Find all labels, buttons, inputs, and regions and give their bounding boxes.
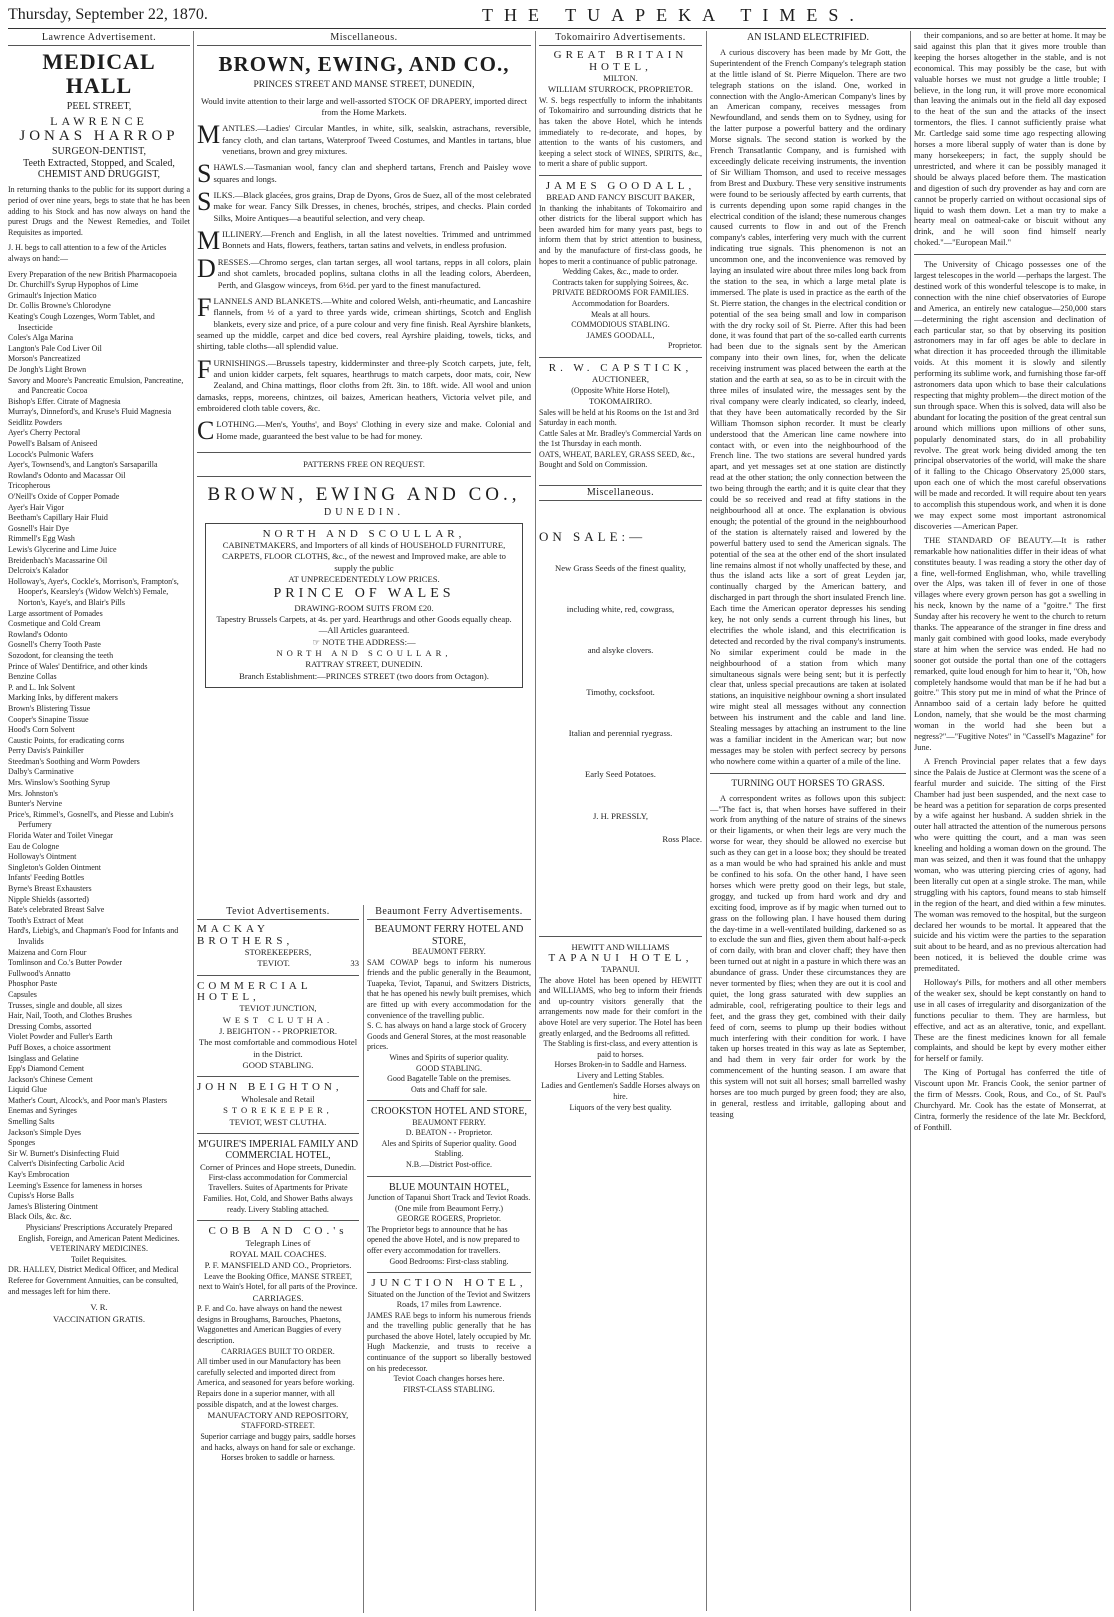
ad-line: Ross Place. [662, 834, 702, 845]
ad-body: J. H. begs to call attention to a few of the Articles always on hand:— [8, 243, 167, 263]
ad-line: Ladies and Gentlemen's Saddle Horses always on hire. [541, 1081, 700, 1102]
drop-cap: C [197, 416, 215, 446]
ad-line: Corner of Princes and Hope streets, Dunedin. [199, 1161, 357, 1172]
ad-heading: TAPANUI HOTEL, [548, 951, 693, 964]
drop-cap: M [197, 226, 221, 256]
ad-line: (Opposite White Horse Hotel), [571, 385, 670, 395]
ad-line: D. BEATON - - Proprietor. [405, 1128, 493, 1138]
drapery-item [197, 416, 531, 446]
article-list-item: Beetham's Capillary Hair Fluid [8, 513, 108, 523]
article-paragraph: The King of Portugal has conferred the title of Viscount upon Mr. Francis Cook, the senior partner of the firm of Messrs. Cook, Rous, and Co., of St. Paul's Churchyard. Mr. Cook has the estate of Monserrat, at Cintra, formerly the residence of the late Mr. Beckford, of Fonthill. [914, 1068, 1106, 1132]
ad-line: Good Bedrooms: First-class stabling. [389, 1256, 509, 1266]
drapery-item [197, 292, 531, 353]
drapery-item [197, 159, 531, 189]
ad-body: SAM COWAP begs to inform his numerous friends and the public generally in the Beaumont, Tuapeka, Teviot, Tapanui, and Switzers Districts, that he has opened his newly built premises, which are fitted up with every accommodation for the convenience of the travelling public. [367, 957, 531, 1020]
column-1 [8, 31, 190, 1613]
drop-cap: S [197, 159, 212, 189]
article-list-item: Hood's Corn Solvent [8, 725, 75, 735]
article-list-item: Phosphor Paste [8, 979, 58, 989]
article-list-item: Puff Boxes, a choice assortment [8, 1042, 111, 1052]
box-text: DRAWING-ROOM SUITS FROM £20. [294, 602, 434, 613]
ad-line: STOREKEEPER, [223, 1105, 333, 1116]
ad-heading: BLUE MOUNTAIN HOTEL, [388, 1181, 509, 1193]
ad-line: COMMODIOUS STABLING. [571, 320, 670, 330]
ad-name: JONAS HARROP [19, 128, 179, 145]
ad-body: S. C. has always on hand a large stock of Grocery Goods and General Stores, at the most reasonable prices. [367, 1021, 527, 1052]
ad-line: N.B.—District Post-office. [405, 1160, 493, 1170]
drapery-text: ILKS.—Black glacées, gros grains, Drap de Dyons, Gros de Suez, all of the most celebrated make for wear. Fancy Silk Dresses, in chenes, brochés, stripes, and checks. Plain corded Silks, Moire Antiques—a beautiful selection, and very cheap. [213, 190, 531, 223]
teviot-column [197, 905, 359, 1613]
section-heading: Teviot Advertisements. [197, 905, 359, 920]
article-list-item: Trusses, single and double, all sizes [8, 1000, 123, 1010]
ad-line: Livery and Letting Stables. [576, 1070, 665, 1080]
ad-line: (One mile from Beaumont Ferry.) [394, 1203, 504, 1213]
article-list-item: Ayer's, Townsend's, and Langton's Sarsaparilla [8, 460, 158, 470]
article-list-item: Hair, Nail, Tooth, and Clothes Brushes [8, 1011, 132, 1021]
ad-line: Proprietor. [668, 341, 702, 351]
article-list-item: Brown's Blistering Tissue [8, 703, 91, 713]
article-list-item: Bunter's Nervine [8, 799, 63, 809]
ad-line: Ales and Spirits of Superior quality. Good Stabling. [381, 1138, 517, 1159]
ad-line: TEVIOT JUNCTION, [239, 1003, 317, 1014]
ad-line: STAFFORD-STREET. [241, 1421, 315, 1431]
masthead: THE TUAPEKA TIMES. [482, 5, 865, 25]
article-list-item: Mrs. Johnston's [8, 788, 58, 798]
article-list-item: Langton's Pale Cod Liver Oil [8, 343, 102, 353]
article-list-item: Epp's Diamond Cement [8, 1064, 85, 1074]
ad-line: P. F. and Co. have always on hand the newest designs in Broughams, Barouches, Phaetons, Waggonettes and American Buggies of every description. [197, 1304, 343, 1345]
ad-heading: M'GUIRE'S IMPERIAL FAMILY AND COMMERCIAL HOTEL, [197, 1138, 359, 1162]
article-list-item: Locock's Pulmonic Wafers [8, 449, 94, 459]
drapery-text: LOTHING.—Men's, Youths', and Boys' Clothing in every size and make. Colonial and Home made, guaranteed the best value to be had for money. [216, 419, 531, 441]
drapery-item [197, 226, 531, 256]
article-list-item: Eau de Cologne [8, 841, 60, 851]
article-list-item: Keating's Cough Lozenges, Worm Tablet, and Insecticide [8, 311, 155, 332]
article-list-item: Enemas and Syringes [8, 1106, 77, 1116]
drapery-item [197, 120, 531, 157]
ad-line: including white, red, cowgrass, [566, 604, 675, 615]
drop-cap: M [197, 120, 221, 150]
article-title: TURNING OUT HORSES TO GRASS. [731, 778, 885, 789]
ad-line: Repairs done in a superior manner, with all possible dispatch, and at the lowest charges. [197, 1388, 339, 1409]
ad-line: MANUFACTORY AND REPOSITORY, [207, 1410, 349, 1421]
ad-number: 33 [350, 958, 359, 969]
drapery-item [197, 354, 531, 415]
ad-line: GOOD STABLING. [242, 1060, 314, 1071]
ad-line: VACCINATION GRATIS. [53, 1313, 145, 1324]
ad-line: Horses Broken-in to Saddle and Harness. [554, 1060, 687, 1070]
ad-address: PRINCES STREET AND MANSE STREET, DUNEDIN, [253, 80, 475, 91]
ad-heading: COMMERCIAL HOTEL, [197, 979, 312, 1004]
article-list-item: Dressing Combs, assorted [8, 1021, 92, 1031]
ad-role: SURGEON-DENTIST, [52, 146, 146, 158]
box-text: ☞ NOTE THE ADDRESS:— [312, 636, 416, 647]
drapery-text: LANNELS AND BLANKETS.—White and colored Welsh, anti-rheumatic, and Lancashire flannels, from ½ of a yard to three yards wide, crimean shirtings, Scotch and English blankets, every size and price, of a pure colour and very fine finish. Real Ayrshire blankets, seamed up the middle, carpet and dice bed covers, real Ayrshire plaiding, towels, ticks, and shirting, table cloths—all splendid value. [197, 295, 531, 352]
drapery-text: URNISHINGS.—Brussels tapestry, kidderminster and three-ply Scotch carpets, jute, felt, and union kidder carpets, felt squares, hearthrugs to match carpets, door mats, coir, New Zealand, and China mattings, floor cloths from 2ft. 3in. to 18ft. wide. All wool and union damasks, repps, moreens, chintzes, oil baizes, American heathers, Victoria velvet pile, and embroidered cloth table covers, &c. [197, 357, 531, 413]
column-rule [706, 31, 707, 1611]
article-list-item: P. and L. Ink Solvent [8, 682, 76, 692]
article-list-item: Nipple Shields (assorted) [8, 894, 89, 904]
ad-line: TEVIOT. [257, 958, 290, 969]
ad-heading: GREAT BRITAIN HOTEL, [553, 49, 688, 73]
article-list-item: Leeming's Essence for lameness in horses [8, 1180, 143, 1190]
ad-line: FIRST-CLASS STABLING. [403, 1384, 495, 1394]
ad-line: Wedding Cakes, &c., made to order. [562, 267, 679, 277]
article-list-item: Marking Inks, by different makers [8, 693, 118, 703]
article-list-item: Jackson's Simple Dyes [8, 1127, 81, 1137]
ad-line: Timothy, cocksfoot. [586, 686, 655, 697]
column-rule [535, 31, 536, 1611]
article-list-item: Cupiss's Horse Balls [8, 1191, 74, 1201]
ad-line: CARRIAGES BUILT TO ORDER. [221, 1346, 335, 1356]
section-heading: Miscellaneous. [197, 31, 531, 46]
ad-line: First-class accommodation for Commercial Travellers. Suites of Apartments for Private Families. Hot, Cold, and Shower Baths always ready. Livery Stabling attached. [203, 1172, 353, 1214]
article-list-item: Cooper's Sinapine Tissue [8, 714, 89, 724]
article-list-item: Morson's Pancreatized [8, 354, 81, 364]
ad-line [197, 958, 359, 969]
article-list-item: Breidenbach's Macassarine Oil [8, 555, 108, 565]
ad-line: Teviot Coach changes horses here. [393, 1374, 505, 1384]
article-paragraph: The University of Chicago possesses one of the largest telescopes in the world —perhaps the largest. The destined work of this wonderful telescope is to make, in connection with the nine chief observatories of Europe and America, an entirely new catalogue—250,000 stars—determining the right ascension and declination of each particular star, so that by observing its position astronomers may in far off ages be able to declare in what direction it has proceeded through the illimitable voids. At this moment it is slowly and silently performing its sublime work, and furnishing those far-off astronomers data upon which to base their calculations respecting that mighty problem—the direct motion of the sun through space. When this is solved, data will also be abundant for locating the position of the great central sun around which millions upon millions of other suns, popularly denominated stars, do in all probability revolve. The great work being divided among the ten principal observatories of the world, will make the share of it falling to the Chicago Observatory 25,000 stars, upon each one of which the most careful observations will be made and recorded. It will require about ten years to accomplish this stupendous work, and when it is done we may expect some most important astronomical discoveries —American Paper. [914, 260, 1106, 531]
article-list-item: Powell's Balsam of Aniseed [8, 439, 98, 449]
article-list-item: Ayer's Cherry Pectoral [8, 428, 81, 438]
ad-heading: BEAUMONT FERRY HOTEL AND STORE, [374, 924, 524, 947]
ad-line: TOKOMAIRIRO. [588, 396, 653, 407]
ad-title: BROWN, EWING AND CO., [207, 484, 521, 506]
drop-cap: F [197, 354, 212, 384]
ad-heading: MACKAY BROTHERS, [197, 923, 294, 947]
article-list-item: Lewis's Glycerine and Lime Juice [8, 545, 117, 554]
article-list-item: Florida Water and Toilet Vinegar [8, 831, 113, 841]
ad-body: In thanking the inhabitants of Tokomairiro and other districts for the liberal support which has been awarded him for many years past, begs to inform them that by strict attention to business, and by the manufacture of first-class goods, he hopes to merit a continuance of public patronage. [539, 203, 702, 266]
ad-line: GOOD STABLING. [415, 1063, 483, 1073]
article-title: AN ISLAND ELECTRIFIED. [747, 32, 869, 43]
article-list-item: Sponges [8, 1138, 36, 1148]
article-list-item: De Jongh's Light Brown [8, 364, 87, 374]
drapery-item [197, 187, 531, 224]
page-header [8, 2, 1106, 29]
article-list-item: Holloway's Ointment [8, 852, 77, 862]
article-list-item: Tooth's Extract of Meat [8, 915, 84, 925]
ad-line: Teeth Extracted, Stopped, and Scaled, [23, 157, 175, 169]
furniture-ad-box [205, 523, 523, 688]
ad-line: and alsyke clovers. [587, 645, 654, 656]
article-list-item: Rowland's Odonto and Macassar Oil [8, 470, 126, 480]
ad-line: Situated on the Junction of the Teviot and Switzers Roads, 17 miles from Lawrence. [367, 1289, 531, 1310]
ad-line: Horses broken to saddle or harness. [221, 1453, 335, 1463]
article-list-item: Grimault's Injection Matico [8, 290, 97, 300]
box-text: Branch Establishment:—PRINCES STREET (two doors from Octagon). [239, 670, 489, 681]
article-list-item: Byrne's Breast Exhausters [8, 884, 92, 893]
article-list-item: Delcroix's Kalador [8, 566, 69, 576]
article-list-item: Hard's, Liebig's, and Chapman's Food for Infants and Invalids [8, 926, 179, 946]
drapery-list [197, 120, 531, 447]
article-list-item: Sozodont, for cleansing the teeth [8, 650, 114, 660]
article-list-item: Tomlinson and Co.'s Butter Powder [8, 958, 122, 968]
drop-cap: D [197, 253, 216, 283]
ad-body: W. S. begs respectfully to inform the inhabitants of Tokomairiro and surrounding districts that he has taken the above Hotel, which he intends immediately to re-decorate, and hopes, by attention to the wants of his customers, and keeping a select stock of WINES, SPIRITS, &c., to merit a share of public support. [539, 95, 702, 169]
ad-heading: HEWITT AND WILLIAMS [571, 941, 670, 952]
box-text: RATTRAY STREET, DUNEDIN. [305, 659, 423, 670]
box-text: CABINETMAKERS, and Importers of all kinds of HOUSEHOLD FURNITURE, CARPETS, FLOOR CLOTHS, &c., of the newest and Improved make, are able to supply the public [222, 540, 506, 573]
ad-heading: CROOKSTON HOTEL AND STORE, [371, 1106, 527, 1118]
column-2 [197, 31, 531, 1613]
article-list-item: Perry Davis's Painkiller [8, 746, 84, 756]
ad-line: Superior carriage and buggy pairs, saddle horses and hacks, always on hand for sale or exchange. [200, 1432, 356, 1452]
sub-columns [197, 905, 531, 1613]
ad-line: Telegraph Lines of [245, 1237, 311, 1248]
article-list-item: Cosmetique and Cold Cream [8, 619, 101, 629]
ad-title: MEDICAL HALL [42, 49, 156, 99]
article-list-item: Steedman's Soothing and Worm Powders [8, 756, 140, 766]
ad-body: Cattle Sales at Mr. Bradley's Commercial Yards on the 1st Thursday in each month. [539, 428, 702, 449]
ad-line: J. BEIGHTON - - PROPRIETOR. [218, 1026, 338, 1037]
ad-line: MILTON. [603, 73, 638, 84]
ad-heading: ON SALE:— [539, 529, 647, 545]
ad-line: Italian and perennial ryegrass. [568, 728, 673, 739]
ad-line: ROYAL MAIL COACHES. [229, 1248, 327, 1259]
article-list-item: Fullwood's Annatto [8, 968, 71, 978]
ad-line: P. F. MANSFIELD AND CO., Proprietors. [204, 1260, 352, 1271]
article-list-item: Benzine Collas [8, 672, 57, 682]
ad-line: PATTERNS FREE ON REQUEST. [303, 458, 425, 469]
article-list-item: Caustic Points, for eradicating corns [8, 735, 125, 745]
ad-body: DR. HALLEY, District Medical Officer, and Medical Referee for Government Annuities, can be consulted, and messages left for him there. [8, 1265, 179, 1296]
ad-heading: JUNCTION HOTEL, [371, 1277, 527, 1290]
ad-line: Liquors of the very best quality. [569, 1102, 672, 1112]
ad-line: Early Seed Potatoes. [585, 769, 656, 780]
ad-line: Wines and Spirits of superior quality. [389, 1052, 509, 1062]
article-list-item: Mather's Court, Alcock's, and Poor man's Plasters [8, 1095, 167, 1105]
ad-line: V. R. [90, 1302, 108, 1313]
ad-street: PEEL STREET, [66, 101, 132, 113]
article-list-item: Sir W. Burnett's Disinfecting Fluid [8, 1148, 119, 1158]
ad-line: BEAUMONT FERRY. [412, 947, 486, 957]
article-list-item: Gosnell's Cherry Tooth Paste [8, 640, 101, 650]
issue-date: Thursday, September 22, 1870. [8, 6, 208, 23]
ad-line: GEORGE ROGERS, Proprietor. [397, 1214, 501, 1224]
ad-line: STOREKEEPERS, [244, 947, 312, 958]
ad-line: Oats and Chaff for sale. [410, 1084, 488, 1094]
ad-line: WILLIAM STURROCK, PROPRIETOR. [548, 84, 693, 95]
article-list-item: Gosnell's Hair Dye [8, 523, 69, 533]
box-text: AT UNPRECEDENTEDLY LOW PRICES. [288, 574, 440, 585]
ad-heading: R. W. CAPSTICK, [548, 361, 693, 374]
article-list-item: Prince of Wales' Dentifrice, and other kinds [8, 661, 148, 671]
ad-body: The Proprietor begs to announce that he has opened the above Hotel, and is now prepared to offer every accommodation for travellers. [367, 1224, 520, 1255]
ad-body: Sales will be held at his Rooms on the 1st and 3rd Saturday in each month. [539, 407, 699, 428]
ad-line: WEST CLUTHA. [222, 1014, 334, 1025]
column-rule [193, 31, 194, 1611]
ad-line: PRIVATE BEDROOMS FOR FAMILIES. [552, 288, 689, 298]
article-list-item: Coles's Alga Marina [8, 333, 73, 343]
ad-line: Contracts taken for supplying Soirees, &c. [552, 277, 689, 287]
article-list-item: Smelling Salts [8, 1117, 55, 1127]
ad-intro: Would invite attention to their large and well-assorted STOCK OF DRAPERY, imported direct from the Home Markets. [200, 95, 528, 118]
ad-line: Physicians' Prescriptions Accurately Prepared [25, 1223, 173, 1232]
article-list-item: Black Oils, &c. &c. [8, 1212, 72, 1222]
article-list-item: Large assortment of Pomades [8, 608, 103, 618]
article-list-item: Bate's celebrated Breast Salve [8, 905, 105, 915]
article-paragraph: A French Provincial paper relates that a few days since the Palais de Justice at Clermont was the scene of a fearful murder and suicide. The sitting of the First Chamber had just been suspended, and the next case to be heard was a petition for separation de corps presented by a wife against her husband. A sudden shriek in the outer hall attracted the attention of the numerous persons who were quitting the court, and a man was seen kneeling and holding a woman down on the ground. The man was seized, and then it was found that the unhappy woman, who was uttering piercing cries of agony, had been literally cut open at a single stroke. The man, while struggling with his captors, found means to stab himself in the region of the heart, and died within a few minutes. The woman was removed to the hospital, but the surgeon declared her wounds to be mortal. It appeared that the suicide and his victim were the parties to the separation suit about to be heard, and as no previous altercation had been noticed, it is believed the double crime was premeditated. [914, 756, 1106, 974]
article-paragraph: A correspondent writes as follows upon this subject:—"The fact is, that when horses have suffered in their work from anything of the nature of strains of the sinews or their ligaments, or when their legs are very much the worse for wear, they should be allowed no exercise but such as they can get in a loose box; they should be treated as a man would be who had sprained his ankle and must be confined to his sofa. On the other hand, I have seen horses which were pretty good on their legs, but stale, groggy, and tucked up from hard work and dry and exciting food, improve as if by magic when turned out to grass on the following plan. I have housed them during the day-time in a well-ventilated building, darkened so as to exclude the sun and flies, given them about half-a-peck of corn daily, with bran and clover chaff; they have then been turned out at night in a pasture in which there was an abundance of grass. Under these circumstances they are never tormented by flies; when they are out it is cool and quiet, the long grass saturated with dew supplies an admirable, cool, refrigerating poultice to their legs and feet, and the grass they get, combined with their daily feed of corn, seems to plump up their bodies without much interfering with their condition for work. I have taken up horses treated in this way as late as September, and had them in very fair order for work by the commencement of the hunting season. I am aware that this system will not suit all horses; small barrelled washy horses are too much purged by green food; they are also, in general, restless and irritable, galloping about and teasing [710, 793, 906, 1119]
article-list-item: Holloway's, Ayer's, Cockle's, Morrison's, Frampton's, Hooper's, Kearsley's (Widow Welch's) Female, Norton's, Kaye's, and Blair's Pills [8, 576, 179, 607]
ad-line: The most comfortable and commodious Hotel in the District. [198, 1037, 358, 1059]
drapery-item [197, 253, 531, 291]
ad-line: TEVIOT, WEST CLUTHA. [229, 1116, 327, 1127]
ad-body: JAMES RAE begs to inform his numerous friends and the travelling public generally that he has purchased the above Hotel, lately occupied by Mr. Hugh Mackenzie, and trusts to receive a continuance of the support so liberally bestowed on his predecessor. [367, 1310, 531, 1373]
ad-line: BEAUMONT FERRY. [412, 1117, 486, 1127]
ad-line: JAMES GOODALL, [586, 330, 655, 340]
drapery-text: RESSES.—Chromo serges, clan tartan serges, all wool tartans, repps in all colors, plain and shot camlets, brocaded poplins, sultana cloths in all the leading colors, Aberdeen, Perth, and Glasgow winceys, from 6½d. per yard to the finest manufactured. [217, 256, 531, 290]
beaumont-column [367, 905, 531, 1613]
article-list-item: Calvert's Disinfecting Carbolic Acid [8, 1159, 125, 1169]
ad-line: The Stabling is first-class, and every attention is paid to horses. [543, 1039, 698, 1059]
article-list-item: Singleton's Golden Ointment [8, 862, 101, 872]
ad-line: TAPANUI. [601, 964, 640, 975]
drop-cap: S [197, 187, 212, 217]
column-4 [710, 31, 906, 1613]
ad-line: J. H. PRESSLY, [592, 810, 649, 821]
article-list-item: Tricopherous [8, 481, 51, 491]
article-list-item: Isinglass and Gelatine [8, 1053, 79, 1063]
article-list-item: Ayer's Hair Vigor [8, 502, 65, 512]
ad-line: CARRIAGES. [252, 1292, 304, 1303]
article-list-item: Liquid Glue [8, 1085, 47, 1095]
article-list-item: Every Preparation of the new British Pharmacopoeia [8, 269, 177, 279]
section-heading: Tokomairiro Advertisements. [539, 31, 702, 46]
article-paragraph: A curious discovery has been made by Mr Gott, the Superintendent of the French Company's telegraph station at the little island of St. Pierre Miquelon. There are two telegraph stations on the island. One, worked in connection with the Anglo-American Company's lines by an American company, receives messages from Newfoundland, and sends them on to Sydney, using for the latter purpose a powerful battery and the ordinary Morse signals. The second station is worked by the French Transatlantic Company, and is furnished with exceedingly delicate receiving instruments, the invention of Sir William Thomson, and used to receive messages from Brest and Duxbury. These very sensitive instruments were found to be seriously affected by earth currents, that is currents depending upon some rapid changes in the electrical condition of the island; these numerous changes caused currents to flow in and out of the French company's cables, interfering very much with the current indicating true signals. This phenomenon is not an uncommon one, and the inconvenience was removed by laying an insulated wire about three miles long back from the station to the sea, in which a large metal plate is immersed. The plate is used in practice as the earth of the St. Pierre station, the changes in the electrical condition or potential of the sea being small and low in comparison with the dry rocky soil of St. Pierre. After this had been done, it was found that part of the so-called earth currents had been due to the signals sent by the American company into their own lines, for, when the delicate receiving instrument was placed between the earth at the station and the earth at sea, so as to be in circuit with the three miles of insulated wire, the messages sent by the rival company were clearly indicated, so clearly, indeed, that they have been automatically recorded by the Sir William Thomson siphon recorder. It must be clearly understood that the American line came nowhere into contact with, or even into the neighbourhood of the French line. The two stations are several hundred yards apart, and yet messages set at one station are distinctly read at the other station; the only connection between the two being through the earth; and it is quite clear that they could be so received and read at fifty stations in the neighbourhood all at once. The explanation is obvious enough; the potential of the ground in the neighbourhood of the station is alternately raised and lowered by the powerful battery used to send the American signals. The potential of the sea at the other end of the short insulated line remains almost if not wholly unaffected by these, and thus the island acts like a sort of great Leyden jar, continually charged by the American battery, and discharged in part through the short insulated French line. Each time the American operator depresses his sending key, he not only sends a current through his lines, but electrifies the whole island, and this electrification is detected and recorded by the rival company's instruments. No similar experiment could be made in the neighbourhood of a station from which many simultaneous signals were being sent; but it is perfectly clear that, unless special precautions are taken at isolated stations, an inquisitive neighbour owning a short insulated wire might steal all messages without any connection between his instrument and the cable and land line. Stealing messages by attaching an instrument to the line was a familiar incident in the American war; but now messages may be stolen with perfect secrecy by persons who nowhere come within a quarter of a mile of the line. [710, 47, 906, 766]
ad-line: AUCTIONEER, [591, 374, 650, 385]
column-rule [363, 905, 364, 1613]
ad-body: The above Hotel has been opened by HEWITT and WILLIAMS, who beg to inform their friends and up-country visitors generally that the arrangements now made for their comfort in the above Hotel are very superior. The Hotel has been greatly enlarged, and the Bedrooms all refitted. [539, 975, 702, 1038]
article-list-item: Price's, Rimmel's, Gosnell's, and Piesse and Lubin's Perfumery [8, 809, 174, 830]
ad-line: All timber used in our Manufactory has been carefully selected and imported direct from America, and seasoned for years before working. [197, 1357, 355, 1388]
article-list-item: Mrs. Winslow's Soothing Syrup [8, 778, 110, 788]
article-list-item: Infants' Feeding Bottles [8, 873, 85, 883]
box-text: Tapestry Brussels Carpets, at 4s. per yard. Hearthrugs and other Goods equally cheap.—All Articles guaranteed. [216, 614, 512, 636]
ad-line: Leave the Booking Office, MANSE STREET, next to Wain's Hotel, for all parts of the Province. [198, 1271, 358, 1292]
ad-heading: JAMES GOODALL, [545, 179, 696, 192]
ad-line: VETERINARY MEDICINES. [50, 1244, 148, 1254]
ad-body: In returning thanks to the public for its support during a period of over nine years, begs to state that he has been adding to his Stock and has now always on hand the purest Drugs and the Newest Remedies, and Toilet Requisites as imported. [8, 185, 190, 237]
drapery-text: ILLINERY.—French and English, in all the latest novelties. Trimmed and untrimmed Bonnets and Hats, flowers, feathers, tartan satins and velvets, in endless profusion. [222, 229, 531, 251]
ad-town: LAWRENCE [50, 113, 148, 128]
ad-line: CHEMIST AND DRUGGIST, [37, 169, 161, 181]
column-5 [914, 31, 1106, 1613]
ad-line: English, Foreign, and American Patent Medicines. [18, 1233, 180, 1243]
ad-line: Good Bagatelle Table on the premises. [387, 1074, 511, 1084]
ad-line: Wholesale and Retail [241, 1093, 315, 1104]
article-list-item: Maizena and Corn Flour [8, 947, 87, 957]
article-list-item: Seidlitz Powders [8, 417, 62, 427]
column-rule [910, 31, 911, 1611]
section-heading: Beaumont Ferry Advertisements. [367, 905, 531, 920]
article-list-item: O'Neill's Oxide of Copper Pomade [8, 492, 120, 502]
ad-line: BREAD AND FANCY BISCUIT BAKER, [546, 192, 695, 203]
article-paragraph: THE STANDARD OF BEAUTY.—It is rather remarkable how nationalities differ in their ideas of what constitutes beauty. I was reading a story the other day of a fine, well-formed Englishman, who, while travelling over the Alps, was taken ill of fever in one of those villages where every grown person has got a swelling in his neck, known by the name of a "goitre." The first Sunday after his recovery he went to the church to return thanks. The appearance of the stranger in fine dress and manly gait combined with good looks, made everybody stare at him when the service was ended. He had no sooner got outside the portal than one of the cottagers remarked, quite loud enough for him to hear it, "Oh, how completely handsome would that man be if he had but a goitre." This story put me in mind of what the Prince of Annamboo said of a certain lady before he quitted London, namely, that she would be the most charming woman in the world had she been but a negress?"—"Fugitive Notes" in "Cassell's Magazine" for June. [914, 535, 1106, 752]
drapery-text: ANTLES.—Ladies' Circular Mantles, in white, silk, sealskin, astrachans, reversible, fancy cloth, and clan tartans, Waterproof Tweed Costumes, and Mantles in tartans, blue venetians, brown and grey mixtures. [222, 123, 531, 157]
ad-title: BROWN, EWING, AND CO., [218, 52, 510, 77]
article-paragraph: their companions, and so are better at home. It may be said against this plan that it gives more trouble than keeping the horses altogether in the stable, and is not economical. This may possibly be the case, but with valuable horses we must not grudge a little trouble; I believe, in the long run, it will prove more economical than leaving the animals out in the field all day exposed to the heat of the sun and the attacks of the insect tormentors, the flies. I cannot sufficiently praise what Mr. Cartledge said some time ago respecting allowing horses a more liberal supply of water than is done by many horsekeepers; in fact, the supply should be unrestricted, and where it can be possibly managed it should be always placed before them. The mastication and digestion of such dry provender as hay and corn are cannot be properly carried on without occasional sips of liquid to wash them down. Let a man try to make a hearty meal on oatmeal-cake or biscuit without any drink, and he will soon find himself nearly choked."—"European Mail." [914, 31, 1106, 248]
article-list-item: Kay's Embrocation [8, 1170, 70, 1180]
article-list-item: Murray's, Dinneford's, and Kruse's Fluid Magnesia [8, 407, 172, 417]
box-heading: NORTH AND SCOULLAR, [276, 648, 452, 659]
section-heading: Miscellaneous. [539, 485, 702, 501]
column-3 [539, 31, 702, 1613]
ad-heading: COBB AND CO.'s [208, 1225, 348, 1238]
ad-line: Toilet Requisites. [71, 1254, 127, 1264]
box-heading: NORTH AND SCOULLAR, [262, 527, 466, 540]
article-list-item: Dalby's Carminative [8, 767, 74, 777]
ad-heading: JOHN BEIGHTON, [197, 1081, 343, 1094]
article-list-item: Capsules [8, 989, 37, 999]
drop-cap: F [197, 292, 212, 322]
section-heading: Lawrence Advertisement. [8, 31, 190, 46]
article-list-item: Violet Powder and Fuller's Earth [8, 1032, 113, 1042]
ad-line: Accommodation for Boarders. [571, 298, 670, 308]
article-list [8, 270, 190, 1223]
ad-body: OATS, WHEAT, BARLEY, GRASS SEED, &c., Bought and Sold on Commission. [539, 449, 695, 470]
article-list-item: Rowland's Odonto [8, 629, 68, 639]
ad-city: DUNEDIN. [323, 507, 405, 519]
box-heading: PRINCE OF WALES [273, 586, 455, 602]
article-list-item: James's Blistering Ointment [8, 1201, 98, 1211]
article-list-item: Savory and Moore's Pancreatic Emulsion, Pancreatine, and Pancreatic Cocoa [8, 375, 184, 396]
ad-line: Junction of Tapanui Short Track and Teviot Roads. [367, 1193, 531, 1202]
drapery-text: HAWLS.—Tasmanian wool, fancy clan and shepherd tartans, French and Paisley wove squares and longs. [213, 162, 531, 184]
article-list-item: Bishop's Effer. Citrate of Magnesia [8, 396, 121, 406]
article-list-item: Dr. Churchill's Syrup Hypophos of Lime [8, 280, 139, 290]
ad-line: Meals at all hours. [590, 309, 651, 319]
ad-line: New Grass Seeds of the finest quality, [555, 562, 686, 573]
article-list-item: Rimmell's Egg Wash [8, 534, 75, 544]
article-paragraph: Holloway's Pills, for mothers and all other members of the weaker sex, should be kept constantly on hand to use in all cases of irregularity and disorganization of the functions peculiar to them. They are harmless, but effective, and act as an alterative, tonic, and expellant. These are the finest medicines known for all female complaints, and should be kept by every mother either for herself or family. [914, 978, 1106, 1064]
article-list-item: Jackson's Chinese Cement [8, 1074, 93, 1084]
article-list-item: Dr. Collis Browne's Chlorodyne [8, 301, 111, 311]
